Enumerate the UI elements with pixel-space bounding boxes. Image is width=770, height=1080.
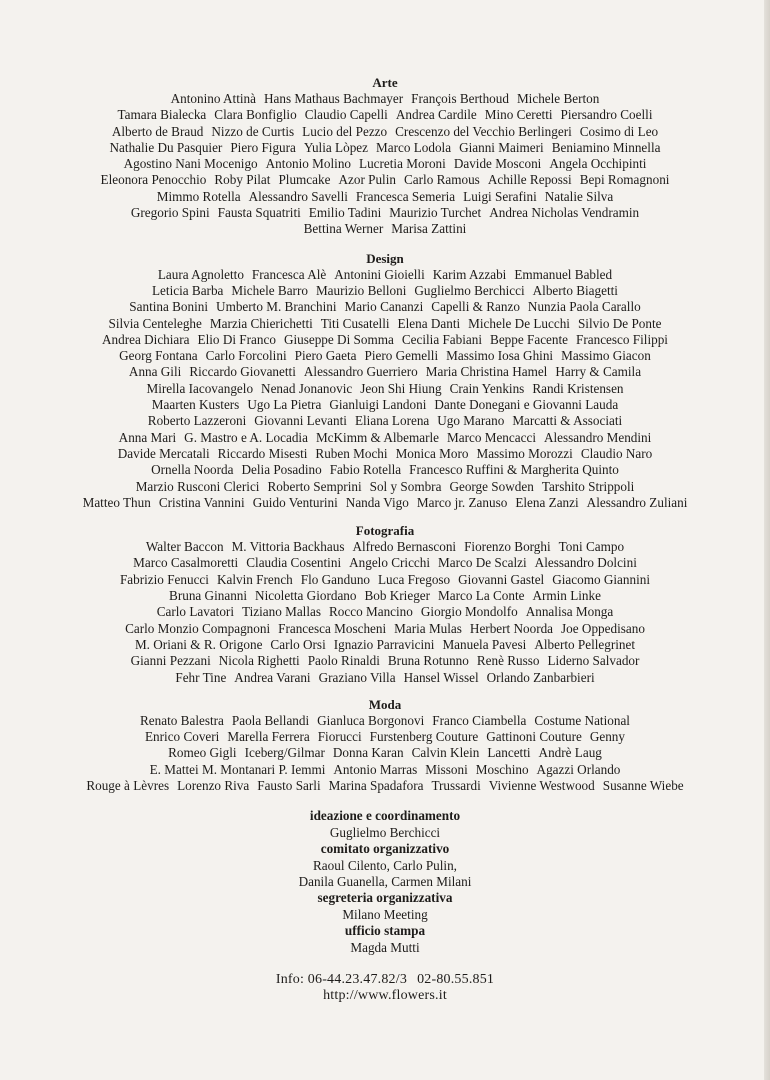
name-line — [0, 332, 770, 348]
person-name: Ignazio Parravicini — [333, 636, 435, 652]
person-name: Paola Bellandi — [231, 712, 310, 728]
person-name: Giovanni Levanti — [254, 413, 347, 429]
person-name: Nanda Vigo — [345, 494, 409, 510]
person-name: Hans Mathaus Bachmayer — [263, 91, 404, 106]
person-name: Clara Bonfiglio — [214, 107, 297, 123]
person-name: Giuseppe Di Somma — [283, 331, 394, 347]
person-name: Georg Fontana — [119, 348, 198, 364]
section-title-design: Design — [366, 250, 404, 266]
names-list-design — [0, 267, 770, 511]
person-name: Carlo Monzio Compagnoni — [125, 620, 271, 636]
person-name: Francesco Ruffini & Margherita Quinto — [409, 462, 619, 478]
name-line — [0, 140, 770, 156]
person-name: Bettina Werner — [303, 221, 384, 237]
person-name: Calvin Klein — [411, 745, 480, 761]
person-name: Elena Zanzi — [515, 494, 579, 510]
person-name: G. Mastro e A. Locadia — [184, 429, 308, 445]
names-list-arte — [0, 91, 770, 238]
person-name: Fabrizio Fenucci — [119, 571, 209, 587]
person-name: Marco Lodola — [376, 139, 452, 155]
credit-role-segreteria: segreteria organizzativa — [317, 890, 453, 906]
person-name: M. Oriani & R. Origone — [134, 636, 263, 652]
person-name: Marco De Scalzi — [438, 555, 527, 571]
person-name: Fiorucci — [317, 729, 362, 745]
person-name: Herbert Noorda — [469, 620, 554, 636]
person-name: Karim Azzabi — [432, 266, 507, 282]
person-name: Lucio del Pezzo — [302, 123, 388, 139]
person-name: Alberto de Braud — [111, 123, 204, 139]
person-name: Tamara Bialecka — [117, 107, 207, 123]
section-title-arte: Arte — [372, 75, 398, 90]
person-name: Alessandro Savelli — [248, 188, 348, 204]
section-arte — [0, 74, 770, 238]
person-name: Carlo Ramous — [403, 172, 480, 188]
person-name: Gianluca Borgonovi — [317, 712, 425, 728]
info-website: http://www.flowers.it — [323, 987, 447, 1003]
info-phone-1: 06-44.23.47.82/3 — [307, 971, 408, 987]
person-name: Piero Figura — [230, 139, 296, 155]
person-name: Massimo Iosa Ghini — [446, 348, 554, 364]
person-name: Dante Donegani e Giovanni Lauda — [434, 397, 619, 413]
person-name: Delia Posadino — [241, 462, 322, 478]
person-name: Marcatti & Associati — [512, 413, 623, 429]
person-name: Guido Venturini — [252, 494, 338, 510]
person-name: Massimo Morozzi — [476, 445, 573, 461]
person-name: Tiziano Mallas — [241, 604, 321, 620]
person-name: Randi Kristensen — [532, 380, 624, 396]
person-name: Hansel Wissel — [403, 669, 479, 685]
person-name: Silvia Centeleghe — [108, 315, 202, 331]
person-name: Monica Moro — [395, 445, 469, 461]
credit-names-comitato-1: Raoul Cilento, Carlo Pulin, — [313, 857, 457, 873]
person-name: Cecilia Fabiani — [401, 331, 483, 347]
person-name: Andrea Varani — [234, 669, 311, 685]
person-name: Costume National — [534, 712, 630, 728]
person-name: Nathalie Du Pasquier — [109, 139, 223, 155]
credit-names-segreteria: Milano Meeting — [342, 906, 428, 922]
person-name: George Sowden — [449, 478, 534, 494]
person-name: Mario Cananzi — [344, 299, 424, 315]
name-line — [0, 381, 770, 397]
name-line — [0, 364, 770, 380]
person-name: Andrea Dichiara — [102, 331, 190, 347]
person-name: Renè Russo — [476, 653, 540, 669]
person-name: Davide Mosconi — [453, 156, 542, 172]
person-name: Andrè Laug — [538, 745, 602, 761]
person-name: Achille Repossi — [487, 172, 572, 188]
person-name: Ugo Marano — [437, 413, 505, 429]
person-name: Davide Mercatali — [117, 445, 210, 461]
person-name: Crescenzo del Vecchio Berlingeri — [395, 123, 572, 139]
person-name: Capelli & Ranzo — [431, 299, 520, 315]
person-name: Francesca Moscheni — [278, 620, 387, 636]
person-name: Marella Ferrera — [227, 729, 310, 745]
person-name: Elena Danti — [397, 315, 461, 331]
name-line — [0, 462, 770, 478]
person-name: Annalisa Monga — [525, 604, 614, 620]
person-name: Antonio Marras — [333, 761, 418, 777]
person-name: Leticia Barba — [152, 282, 224, 298]
person-name: Vivienne Westwood — [488, 777, 595, 793]
person-name: Bob Krieger — [364, 588, 431, 604]
person-name: Carlo Lavatori — [156, 604, 234, 620]
person-name: Lancetti — [487, 745, 531, 761]
person-name: Maurizio Belloni — [315, 282, 407, 298]
credit-role-ufficio-stampa: ufficio stampa — [344, 923, 426, 939]
person-name: Piero Gaeta — [294, 348, 357, 364]
person-name: Alessandro Guerriero — [303, 364, 418, 380]
section-design — [0, 250, 770, 511]
name-line — [0, 156, 770, 172]
info-block — [0, 972, 770, 1004]
info-phone-2: 02-80.55.851 — [417, 971, 495, 987]
person-name: Francesca Alè — [251, 266, 327, 282]
name-line — [0, 653, 770, 669]
person-name: Angela Occhipinti — [549, 156, 647, 172]
person-name: Laura Agnoletto — [157, 266, 244, 282]
person-name: Fausto Sarli — [257, 777, 321, 793]
name-line — [0, 555, 770, 571]
person-name: Lorenzo Riva — [177, 777, 250, 793]
name-line — [0, 430, 770, 446]
person-name: Joe Oppedisano — [561, 620, 645, 636]
name-line — [0, 572, 770, 588]
person-name: Antonio Molino — [265, 156, 352, 172]
name-line — [0, 124, 770, 140]
name-line — [0, 189, 770, 205]
person-name: Flo Ganduno — [300, 571, 370, 587]
name-line — [0, 91, 770, 107]
person-name: Michele De Lucchi — [468, 315, 570, 331]
person-name: Genny — [589, 729, 625, 745]
person-name: Gianluigi Landoni — [329, 397, 427, 413]
credit-role-comitato: comitato organizzativo — [320, 841, 450, 857]
section-title-fotografia: Fotografia — [355, 523, 415, 539]
person-name: Maria Christina Hamel — [425, 364, 548, 380]
person-name: Harry & Camila — [555, 364, 642, 380]
name-line — [0, 778, 770, 794]
name-line — [0, 348, 770, 364]
info-label: Info: — [275, 971, 305, 987]
person-name: Nenad Jonanovic — [261, 380, 353, 396]
person-name: Guglielmo Berchicci — [414, 282, 525, 298]
person-name: Riccardo Misesti — [217, 445, 308, 461]
person-name: Crain Yenkins — [449, 380, 525, 396]
person-name: Trussardi — [431, 777, 481, 793]
person-name: Nizzo de Curtis — [211, 123, 295, 139]
name-line — [0, 267, 770, 283]
person-name: Gattinoni Couture — [486, 729, 582, 745]
name-line — [0, 446, 770, 462]
person-name: François Berthoud — [411, 91, 509, 106]
person-name: Bepi Romagnoni — [579, 172, 670, 188]
person-name: Lucretia Moroni — [359, 156, 446, 172]
person-name: Eliana Lorena — [354, 413, 430, 429]
person-name: Marco Mencacci — [447, 429, 536, 445]
person-name: Maurizio Turchet — [389, 205, 482, 221]
credit-names-ufficio-stampa: Magda Mutti — [350, 939, 420, 955]
person-name: Luigi Serafini — [463, 188, 537, 204]
name-line — [0, 299, 770, 315]
name-line — [0, 604, 770, 620]
person-name: Beniamino Minnella — [551, 139, 661, 155]
person-name: Claudio Naro — [580, 445, 653, 461]
person-name: Massimo Giacon — [561, 348, 651, 364]
name-line — [0, 495, 770, 511]
name-line — [0, 637, 770, 653]
name-line — [0, 588, 770, 604]
person-name: Eleonora Penocchio — [100, 172, 207, 188]
person-name: Maria Mulas — [394, 620, 462, 636]
person-name: Susanne Wiebe — [602, 777, 684, 793]
person-name: Ruben Mochi — [315, 445, 388, 461]
name-line — [0, 745, 770, 761]
person-name: Luca Fregoso — [378, 571, 451, 587]
person-name: Missoni — [425, 761, 468, 777]
person-name: Rouge à Lèvres — [86, 777, 170, 793]
credit-role-ideazione: ideazione e coordinamento — [309, 808, 461, 824]
person-name: Jeon Shi Hiung — [360, 380, 442, 396]
name-line — [0, 283, 770, 299]
person-name: Agostino Nani Mocenigo — [123, 156, 258, 172]
person-name: Roby Pilat — [214, 172, 271, 188]
person-name: Marzia Chierichetti — [209, 315, 313, 331]
person-name: Fehr Tine — [175, 669, 227, 685]
person-name: Ugo La Pietra — [247, 397, 322, 413]
name-line — [0, 621, 770, 637]
person-name: Francesca Semeria — [355, 188, 456, 204]
person-name: Furstenberg Couture — [369, 729, 479, 745]
name-line — [0, 221, 770, 237]
person-name: Gianni Maimeri — [459, 139, 544, 155]
person-name: Tarshito Strippoli — [541, 478, 635, 494]
person-name: Manuela Pavesi — [442, 636, 527, 652]
names-list-moda — [0, 713, 770, 794]
person-name: Orlando Zanbarbieri — [486, 669, 595, 685]
person-name: Marco Casalmoretti — [133, 555, 239, 571]
credits-block — [0, 808, 770, 956]
person-name: Giacomo Giannini — [552, 571, 651, 587]
person-name: M. Vittoria Backhaus — [231, 539, 345, 555]
name-line — [0, 539, 770, 555]
person-name: Armin Linke — [532, 588, 601, 604]
person-name: Nicoletta Giordano — [255, 588, 357, 604]
person-name: Marina Spadafora — [328, 777, 424, 793]
person-name: Kalvin French — [216, 571, 293, 587]
person-name: Santina Bonini — [129, 299, 209, 315]
person-name: Michele Barro — [231, 282, 308, 298]
person-name: Carlo Forcolini — [205, 348, 287, 364]
person-name: Rocco Mancino — [329, 604, 413, 620]
paper-edge — [764, 0, 770, 1080]
person-name: Bruna Ginanni — [169, 588, 248, 604]
name-line — [0, 316, 770, 332]
person-name: Beppe Facente — [490, 331, 569, 347]
person-name: Andrea Cardile — [395, 107, 477, 123]
person-name: Agazzi Orlando — [536, 761, 621, 777]
names-list-fotografia — [0, 539, 770, 686]
person-name: Claudio Capelli — [304, 107, 388, 123]
section-fotografia — [0, 522, 770, 686]
person-name: Marzio Rusconi Clerici — [135, 478, 260, 494]
name-line — [0, 713, 770, 729]
person-name: Alberto Biagetti — [532, 282, 618, 298]
person-name: Sol y Sombra — [369, 478, 442, 494]
person-name: Enrico Coveri — [145, 729, 220, 745]
section-moda — [0, 696, 770, 794]
name-line — [0, 762, 770, 778]
person-name: Mirella Iacovangelo — [146, 380, 254, 396]
person-name: Fausta Squatriti — [217, 205, 301, 221]
person-name: Gregorio Spini — [130, 205, 210, 221]
person-name: Marco jr. Zanuso — [416, 494, 508, 510]
person-name: Emmanuel Babled — [514, 266, 613, 282]
person-name: Mimmo Rotella — [156, 188, 241, 204]
person-name: Yulia Lòpez — [303, 139, 368, 155]
person-name: Azor Pulin — [338, 172, 396, 188]
person-name: Elio Di Franco — [197, 331, 276, 347]
name-line — [0, 397, 770, 413]
person-name: McKimm & Albemarle — [315, 429, 440, 445]
person-name: Gianni Pezzani — [130, 653, 211, 669]
person-name: Donna Karan — [332, 745, 404, 761]
person-name: Riccardo Giovanetti — [189, 364, 296, 380]
person-name: Antonini Gioielli — [334, 266, 425, 282]
person-name: Anna Mari — [118, 429, 177, 445]
person-name: Emilio Tadini — [308, 205, 382, 221]
name-line — [0, 479, 770, 495]
person-name: Alessandro Mendini — [543, 429, 652, 445]
person-name: Umberto M. Branchini — [216, 299, 337, 315]
person-name: Francesco Filippi — [576, 331, 668, 347]
credit-names-comitato-2: Danila Guanella, Carmen Milani — [298, 873, 472, 889]
person-name: Mino Ceretti — [484, 107, 553, 123]
person-name: Nicola Righetti — [218, 653, 300, 669]
person-name: Marco La Conte — [438, 588, 525, 604]
person-name: Claudia Cosentini — [246, 555, 342, 571]
name-line — [0, 205, 770, 221]
person-name: Piero Gemelli — [364, 348, 439, 364]
person-name: Graziano Villa — [318, 669, 396, 685]
person-name: Franco Ciambella — [432, 712, 527, 728]
person-name: E. Mattei M. Montanari P. Iemmi — [149, 761, 326, 777]
person-name: Cosimo di Leo — [579, 123, 659, 139]
person-name: Fabio Rotella — [329, 462, 402, 478]
person-name: Walter Baccon — [145, 539, 224, 555]
person-name: Giorgio Mondolfo — [420, 604, 518, 620]
person-name: Iceberg/Gilmar — [244, 745, 325, 761]
person-name: Carlo Orsi — [270, 636, 326, 652]
person-name: Renato Balestra — [140, 712, 224, 728]
person-name: Ornella Noorda — [151, 462, 234, 478]
person-name: Piersandro Coelli — [560, 107, 653, 123]
person-name: Titi Cusatelli — [320, 315, 390, 331]
person-name: Nunzia Paola Carallo — [527, 299, 641, 315]
section-title-moda: Moda — [368, 696, 402, 712]
name-line — [0, 729, 770, 745]
name-line — [0, 172, 770, 188]
person-name: Moschino — [475, 761, 529, 777]
person-name: Cristina Vannini — [158, 494, 245, 510]
person-name: Liderno Salvador — [547, 653, 640, 669]
person-name: Alberto Pellegrinet — [534, 636, 636, 652]
person-name: Michele Berton — [516, 91, 600, 106]
person-name: Alessandro Dolcini — [534, 555, 637, 571]
person-name: Alessandro Zuliani — [586, 494, 688, 510]
person-name: Silvio De Ponte — [577, 315, 662, 331]
person-name: Roberto Semprini — [267, 478, 362, 494]
person-name: Alfredo Bernasconi — [352, 539, 457, 555]
name-line — [0, 413, 770, 429]
person-name: Fiorenzo Borghi — [464, 539, 551, 555]
person-name: Andrea Nicholas Vendramin — [489, 205, 640, 221]
person-name: Bruna Rotunno — [387, 653, 469, 669]
person-name: Maarten Kusters — [151, 397, 240, 413]
name-line — [0, 670, 770, 686]
person-name: Paolo Rinaldi — [307, 653, 380, 669]
person-name: Toni Campo — [558, 539, 625, 555]
person-name: Angelo Cricchi — [349, 555, 431, 571]
credit-names-ideazione: Guglielmo Berchicci — [329, 824, 441, 840]
person-name: Marisa Zattini — [391, 221, 467, 237]
person-name: Matteo Thun — [82, 494, 151, 510]
person-name: Natalie Silva — [544, 188, 614, 204]
name-line — [0, 107, 770, 123]
info-phones — [0, 972, 770, 988]
person-name: Giovanni Gastel — [458, 571, 545, 587]
person-name: Roberto Lazzeroni — [147, 413, 247, 429]
person-name: Anna Gili — [128, 364, 182, 380]
person-name: Plumcake — [278, 172, 331, 188]
person-name: Antonino Attinà — [170, 91, 256, 106]
person-name: Romeo Gigli — [168, 745, 237, 761]
